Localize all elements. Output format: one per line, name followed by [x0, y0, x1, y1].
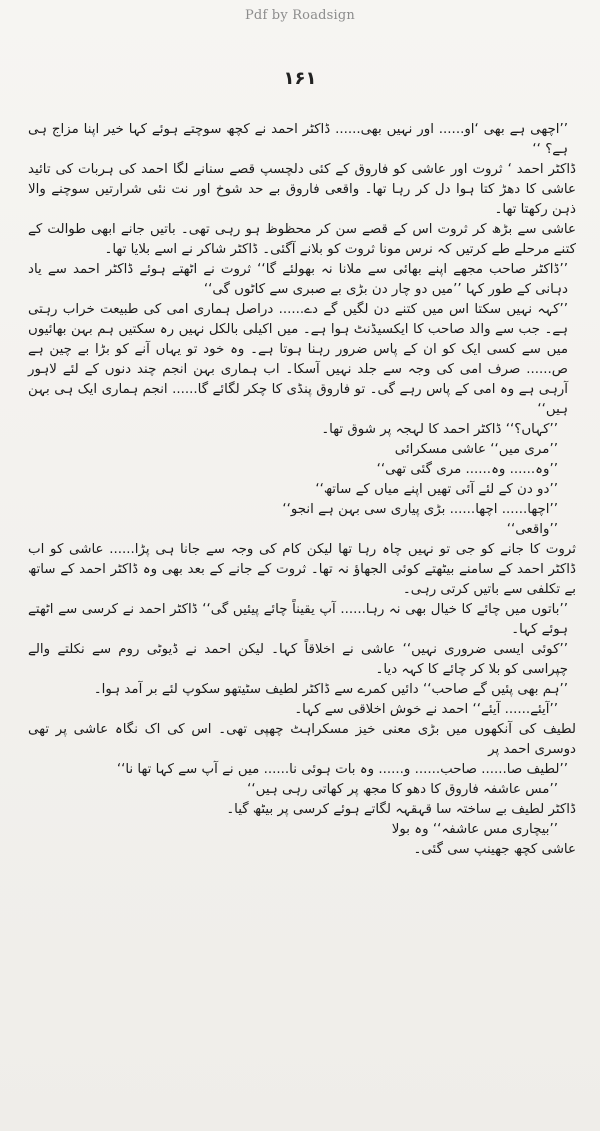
dialogue-line: ’’کہاں؟‘‘ ڈاکٹر احمد کا لہجہ پر شوق تھا۔	[321, 422, 558, 437]
dialogue-line: ’’آیئے...... آیئے‘‘ احمد نے خوش اخلاقی سے کہا۔	[294, 702, 558, 717]
paragraph: لطیف کی آنکھوں میں بڑی معنی خیز مسکراہٹ چھپی تھی۔ اس کی اک نگاہ عاشی پر تھی دوسری احمد پر	[28, 722, 576, 757]
dialogue-line: ’’وہ...... وہ...... مری گئی تھی‘‘	[376, 462, 558, 477]
watermark-text: Pdf by Roadsign	[244, 8, 356, 23]
paragraph: ڈاکٹر احمد ‘ ثروت اور عاشی کو فاروق کے کئی دلچسپ قصے سنانے لگا احمد کی ہربات کی تائید عاشی کا دھڑ کتا ہوا دل کر رہا تھا۔ واقعی فاروق بے حد شوخ اور نت نئی شرارتیں سوچنے والا ذہن رکھتا تھا۔	[28, 162, 576, 217]
paragraph: ’’ڈاکٹر صاحب مجھے اپنے بھائی سے ملانا نہ بھولئے گا‘‘ ثروت نے اٹھتے ہوئے ڈاکٹر احمد سے یاد دہانی کے طور کہا ’’میں دو چار دن بڑی بے صبری سے کاٹوں گی‘‘	[28, 262, 568, 297]
paragraph: ’’لطیف صا...... صاحب...... و...... وہ بات ہوئی نا...... میں نے آپ سے کہا تھا نا‘‘	[116, 762, 568, 777]
paragraph: ثروت کا جانے کو جی تو نہیں چاہ رہا تھا لیکن کام کی وجہ سے جانا ہی پڑا...... عاشی کو اب ڈاکٹر احمد کے سامنے بیٹھتے کوئی الجھاؤ نہ تھا۔ ثروت کے جانے کے بعد بھی وہ ڈاکٹر احمد کے ساتھ بے تکلفی سے باتیں کرتی رہی۔	[28, 542, 576, 597]
paragraph: عاشی سے بڑھ کر ثروت اس کے قصے سن کر محظوظ ہو رہی تھی۔ باتیں جانے ابھی طوالت کے کتنے مرحلے طے کرتیں کہ نرس مونا ثروت کو بلانے آگئی۔ ڈاکٹر شاکر نے اسے بلایا تھا۔	[28, 222, 576, 257]
page-body-text	[28, 120, 576, 860]
paragraph: ’’ہم بھی پئیں گے صاحب‘‘ دائیں کمرے سے ڈاکٹر لطیف سٹیتھو سکوپ لئے بر آمد ہوا۔	[93, 682, 568, 697]
paragraph: ’’کوئی ایسی ضروری نہیں‘‘ عاشی نے اخلاقاً کہا۔ لیکن احمد نے ڈیوٹی روم سے نکلتے والے چپراسی کو بلا کر چائے کا کہہ دیا۔	[28, 642, 568, 677]
dialogue-line: ’’مس عاشفہ فاروق کا دھو کا مجھ پر کھاتی رہی ہیں‘‘	[247, 782, 558, 797]
paragraph: ’’کہہ نہیں سکتا اس میں کتنے دن لگیں گے دے...... دراصل ہماری امی کی طبیعت خراب رہتی ہے۔ جب سے والد صاحب کا ایکسیڈنٹ ہوا ہے۔ میں اکیلی بالکل نہیں رہ سکتیں ہم بہن بھائیوں میں سے کسی ایک کو ان کے پاس ضرور رہنا ہوتا ہے۔ وہ خود تو یہاں آنے کو بڑا بے چین ہے ص...... صرف امی کی وجہ سے جلد نہیں آسکا۔ اب ہماری بہن انجم چند دنوں کے لئے لاہور آرہی ہے وہ امی کے پاس رہے گی۔ تو فاروق پنڈی کا چکر لگائے گا...... انجم ہماری ایک ہی بہن ہیں‘‘	[28, 302, 568, 417]
paragraph: عاشی کچھ جھینپ سی گئی۔	[413, 842, 576, 857]
dialogue-line: ’’بیچاری مس عاشفہ‘‘ وہ بولا	[391, 822, 558, 837]
page-number: ۱۶۱	[283, 68, 317, 89]
paragraph: ’’اچھی ہے بھی ‘او...... اور نہیں بھی...... ڈاکٹر احمد نے کچھ سوچتے ہوئے کہا خیر اپنا مزاج ہی ہے؟ ‘‘	[28, 122, 568, 157]
paragraph: ڈاکٹر لطیف بے ساختہ سا قہقہہ لگاتے ہوئے کرسی پر بیٹھ گیا۔	[226, 802, 576, 817]
dialogue-line: ’’واقعی‘‘	[506, 522, 558, 537]
dialogue-line: ’’دو دن کے لئے آئی تھیں اپنے میاں کے ساتھ‘‘	[315, 482, 558, 497]
dialogue-line: ’’مری میں‘‘ عاشی مسکرائی	[394, 442, 558, 457]
paragraph: ’’باتوں میں چائے کا خیال بھی نہ رہا...... آپ یقیناً چائے پیئیں گی‘‘ ڈاکٹر احمد نے کرسی سے اٹھتے ہوئے کہا۔	[28, 602, 568, 637]
dialogue-line: ’’اچھا...... اچھا...... بڑی پیاری سی بہن ہے انجو‘‘	[282, 502, 558, 517]
